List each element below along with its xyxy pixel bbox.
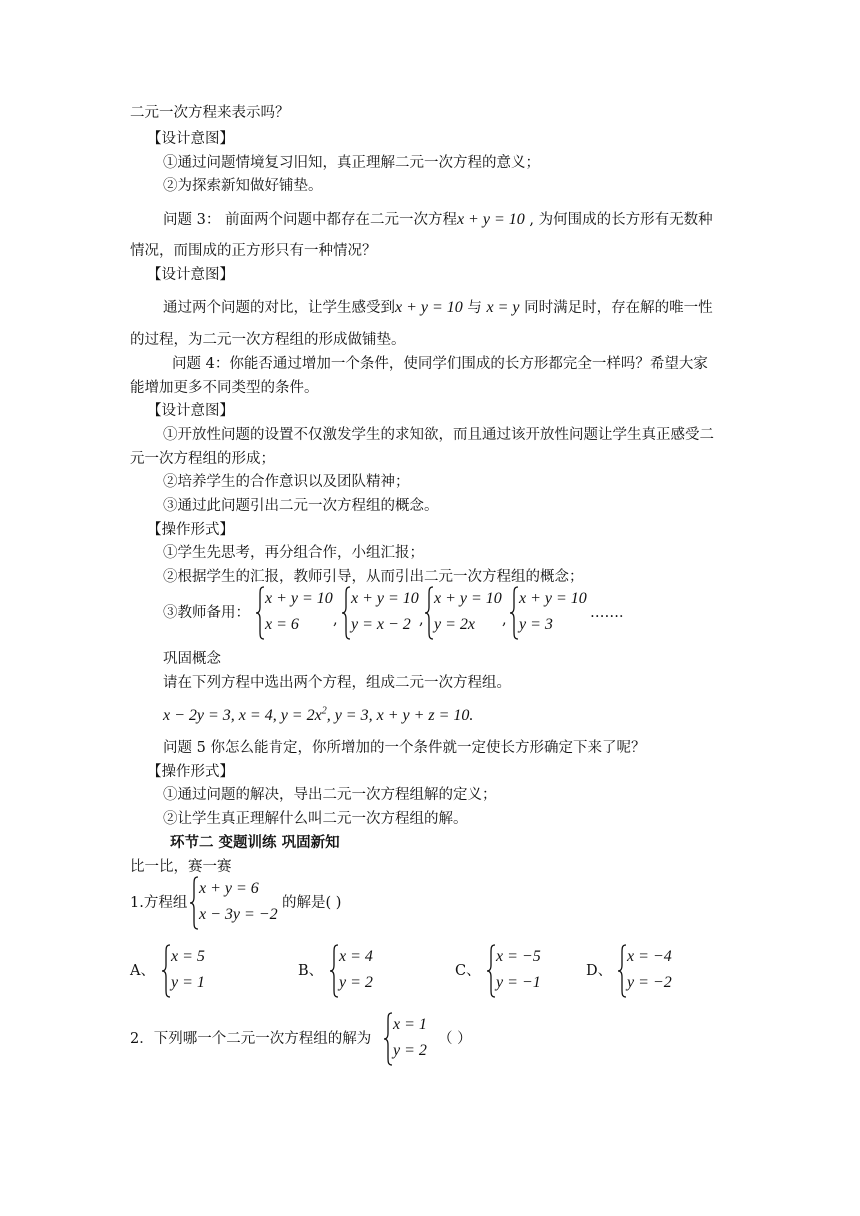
text-line: ②为探索新知做好铺垫。 <box>163 178 323 194</box>
equation-row: x = 5 <box>171 948 205 965</box>
text-line: ②让学生真正理解什么叫二元一次方程组的解。 <box>163 811 468 827</box>
equation-row: x = 6 <box>265 616 299 633</box>
option-label: C、 <box>455 963 481 979</box>
text: , 为何围成的长方形有无数种 <box>524 212 713 228</box>
question-2-suffix: （ ） <box>438 1031 472 1047</box>
equation-row: x + y = 10 <box>265 590 333 607</box>
section-heading-design: 【设计意图】 <box>147 403 234 419</box>
equation-system <box>617 944 692 998</box>
section-heading-design: 【设计意图】 <box>147 267 234 283</box>
text-line: 请在下列方程中选出两个方程，组成二元一次方程组。 <box>163 675 511 691</box>
equation-system <box>341 586 423 640</box>
question-4-line: 问题 4：你能否通过增加一个条件，使同学们围成的长方形都完全一样吗？希望大家 <box>172 356 708 372</box>
equation-system <box>161 944 236 998</box>
equation-system <box>424 586 506 640</box>
equation-row: y = 3 <box>519 616 553 633</box>
text-line: ①通过问题的解决，导出二元一次方程组解的定义； <box>163 787 497 803</box>
text-line: 能增加更多不同类型的条件。 <box>130 380 319 396</box>
text: 同时满足时，存在解的唯一性 <box>519 300 713 316</box>
separator: , <box>333 612 338 628</box>
option-label: A、 <box>130 963 155 979</box>
equation-system <box>329 944 404 998</box>
equation-system <box>509 586 591 640</box>
equation-row: y = 2 <box>339 974 373 991</box>
equation-system <box>383 1012 443 1066</box>
equation-list <box>163 706 473 726</box>
question-1-prefix: 1.方程组 <box>130 895 188 911</box>
equation-row: x − 3y = −2 <box>199 906 278 923</box>
equation-row: x = −4 <box>627 948 672 965</box>
equation-system <box>486 944 561 998</box>
equation-row: y = −2 <box>627 974 672 991</box>
question-3-line <box>163 210 713 230</box>
equation-row: x = 1 <box>393 1016 427 1033</box>
math-expression: x + y = 10 <box>395 299 463 316</box>
exponent: 2 <box>321 705 327 717</box>
question-1-suffix: 的解是( ) <box>282 895 342 911</box>
question-2-prefix: 2．下列哪一个二元一次方程组的解为 <box>130 1031 372 1047</box>
equation-row: y = 2 <box>393 1042 427 1059</box>
text-line: ①学生先思考，再分组合作，小组汇报； <box>163 545 424 561</box>
option-label: B、 <box>298 963 324 979</box>
section-heading-operation: 【操作形式】 <box>147 764 234 780</box>
equation-system <box>255 586 337 640</box>
equation-row: y = −1 <box>496 974 541 991</box>
equation-row: x + y = 10 <box>519 590 587 607</box>
text-line: 的过程，为二元一次方程组的形成做铺垫。 <box>130 332 406 348</box>
text-line: ③教师备用： <box>163 605 250 621</box>
text-line: 比一比，赛一赛 <box>130 859 232 875</box>
ellipsis: ……． <box>590 605 634 621</box>
equation-row: y = x − 2 <box>351 616 411 633</box>
separator: , <box>419 612 424 628</box>
question-5-line: 问题 5 你怎么能肯定，你所增加的一个条件就一定使长方形确定下来了呢？ <box>163 740 646 756</box>
text-line: ③通过此问题引出二元一次方程组的概念。 <box>163 498 439 514</box>
equation-row: x = 4 <box>339 948 373 965</box>
text-line: 元一次方程组的形成； <box>130 451 275 467</box>
math-expression: x = y <box>486 299 520 316</box>
text: 与 <box>462 300 487 316</box>
text-line: ①开放性问题的设置不仅激发学生的求知欲，而且通过该开放性问题让学生真正感受二 <box>163 427 714 443</box>
equation-system <box>189 876 279 930</box>
equation-row: x = −5 <box>496 948 541 965</box>
section-heading-operation: 【操作形式】 <box>147 522 234 538</box>
equation-row: y = 2x <box>434 616 475 633</box>
subheading-consolidate: 巩固概念 <box>163 651 221 667</box>
equation-row: x + y = 6 <box>199 880 259 897</box>
text: 通过两个问题的对比，让学生感受到 <box>163 300 395 316</box>
math-expression: x − 2y = 3, x = 4, y = 2x <box>163 707 322 724</box>
text-line <box>163 298 713 318</box>
text-line: ①通过问题情境复习旧知，真正理解二元一次方程的意义； <box>163 155 540 171</box>
separator: , <box>502 612 507 628</box>
section-title: 环节二 变题训练 巩固新知 <box>170 834 340 851</box>
text-line: ②根据学生的汇报，教师引导，从而引出二元一次方程组的概念； <box>163 569 584 585</box>
equation-row: x + y = 10 <box>434 590 502 607</box>
section-heading-design: 【设计意图】 <box>147 131 234 147</box>
text-line: ②培养学生的合作意识以及团队精神； <box>163 474 410 490</box>
equation-row: x + y = 10 <box>351 590 419 607</box>
text-line: 情况，而围成的正方形只有一种情况？ <box>130 243 377 259</box>
math-expression: x + y = 10 <box>456 211 525 228</box>
text: 问题 3： 前面两个问题中都存在二元一次方程 <box>163 212 457 228</box>
math-expression: , y = 3, x + y + z = 10. <box>326 707 474 724</box>
text-line: 二元一次方程来表示吗？ <box>130 105 290 121</box>
option-label: D、 <box>586 963 613 979</box>
equation-row: y = 1 <box>171 974 205 991</box>
